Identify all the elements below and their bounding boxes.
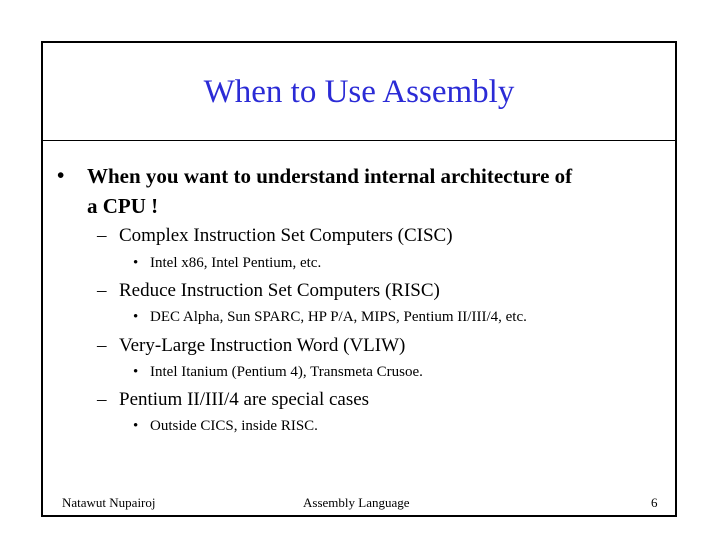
sub-item-dash-icon: – bbox=[97, 389, 107, 410]
sub-item-risc: Reduce Instruction Set Computers (RISC) bbox=[119, 280, 440, 301]
sub-item-dash-icon: – bbox=[97, 225, 107, 246]
detail-vliw: Intel Itanium (Pentium 4), Transmeta Crusoe. bbox=[150, 364, 423, 380]
footer-author: Natawut Nupairoj bbox=[62, 495, 156, 510]
slide-frame bbox=[41, 41, 677, 517]
sub-item-dash-icon: – bbox=[97, 335, 107, 356]
detail-bullet-icon: • bbox=[133, 309, 139, 325]
detail-bullet-icon: • bbox=[133, 418, 139, 434]
main-bullet-icon: • bbox=[57, 163, 65, 187]
slide-title: When to Use Assembly bbox=[203, 74, 515, 110]
sub-item-vliw: Very-Large Instruction Word (VLIW) bbox=[119, 335, 406, 356]
footer-course: Assembly Language bbox=[303, 495, 410, 510]
detail-bullet-icon: • bbox=[133, 364, 139, 380]
detail-risc: DEC Alpha, Sun SPARC, HP P/A, MIPS, Pentium II/III/4, etc. bbox=[150, 309, 527, 325]
detail-bullet-icon: • bbox=[133, 255, 139, 271]
main-point-line-1: When you want to understand internal architecture of bbox=[87, 164, 573, 188]
title-divider bbox=[43, 140, 675, 141]
sub-item-pentium: Pentium II/III/4 are special cases bbox=[119, 389, 370, 410]
detail-cisc: Intel x86, Intel Pentium, etc. bbox=[150, 255, 322, 271]
sub-item-cisc: Complex Instruction Set Computers (CISC) bbox=[119, 225, 453, 246]
main-point-line-2: a CPU ! bbox=[87, 194, 159, 218]
footer-page-number: 6 bbox=[651, 495, 658, 510]
detail-pentium: Outside CICS, inside RISC. bbox=[150, 418, 318, 434]
sub-item-dash-icon: – bbox=[97, 280, 107, 301]
